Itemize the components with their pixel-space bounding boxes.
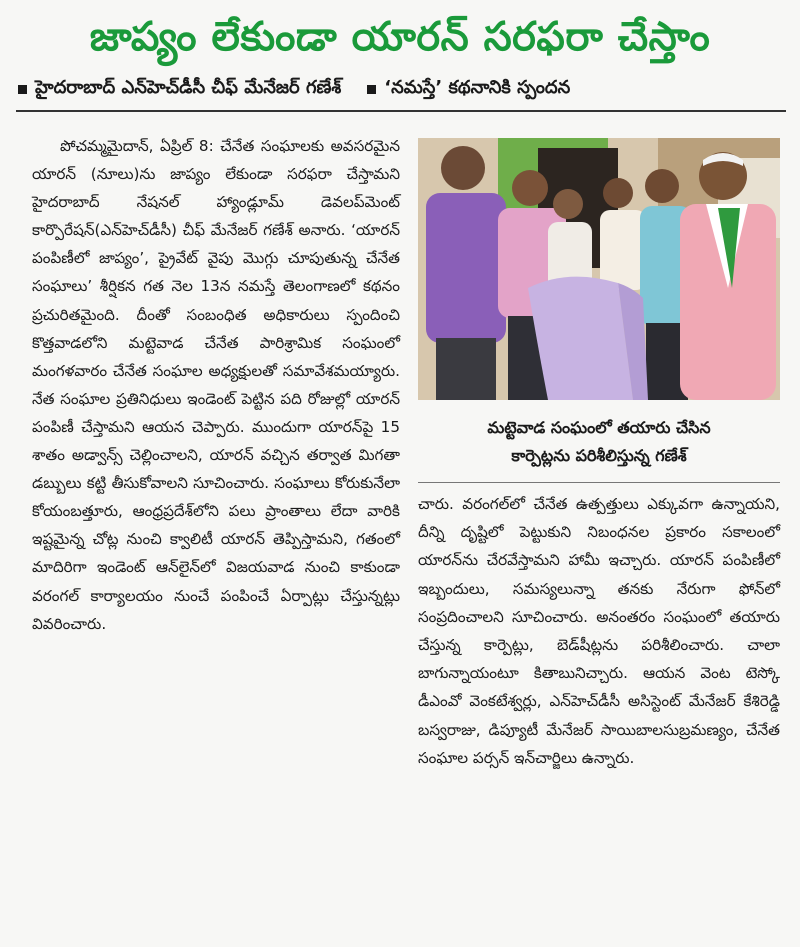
- news-photo: [418, 138, 780, 400]
- article-column-left: [32, 132, 400, 638]
- headline: జాప్యం లేకుండా యారన్ సరఫరా చేస్తాం: [89, 14, 711, 60]
- subhead-text: హైదరాబాద్ ఎన్‌హెచ్‌డీసీ చీఫ్ మేనేజర్ గణేశ్: [35, 76, 342, 98]
- photo-illustration: [418, 138, 780, 400]
- subheadline-row: [18, 72, 788, 106]
- article-column-right: [418, 490, 780, 772]
- subhead-chief-manager: [18, 77, 341, 102]
- header-divider: [16, 110, 786, 112]
- caption-line-1: మట్టెవాడ సంఘంలో తయారు చేసిన: [487, 418, 711, 437]
- article-body-left: పోచమ్మమైదాన్, ఏప్రిల్ 8: చేనేత సంఘాలకు అవసరమైన యారన్ (నూలు)ను జాప్యం లేకుండా సరఫరా చేస్తామని హైదరాబాద్ నేషనల్ హ్యాండ్లూమ్ డెవలప్‌మెంట్ కార్పొరేషన్(ఎన్‌హెచ్‌డీసీ) చీఫ్ మేనేజర్ గణేశ్ అనారు. ‘యారన్ పంపిణీలో జాప్యం’, ప్రైవేట్ వైపు మొగ్గు చూపుతున్న చేనేత సంఘాలు’ శీర్షికన గత నెల 13న నమస్తే తెలంగాణలో కథనం ప్రచురితమైంది. దీంతో సంబంధిత అధికారులు స్పందించి కొత్తవాడలోని మట్టెవాడ చేనేత పారిశ్రామిక సంఘంలో మంగళవారం చేనేత సంఘాల అధ్యక్షులతో సమావేశమయ్యారు. నేత సంఘాల ప్రతినిధులు ఇండెంట్ పెట్టిన పది రోజుల్లో యారన్ పంపిణీ చేస్తామని ఆయన చెప్పారు. ముందుగా యారన్‌పై 15 శాతం అడ్వాన్స్ చెల్లించాలని, యారన్ వచ్చిన తర్వాత మిగతా డబ్బులు కట్టి తీసుకోవాలని సూచించారు. సంఘాలు కోరుకునేలా కోయంబత్తూరు, ఆంధ్రప్రదేశ్‌లోని పలు ప్రాంతాలు లేదా వారికి ఇష్టమైన్న చోట్ల నుంచి క్వాలిటీ యారన్ తెప్పిస్తామని, గతంలో మాదిరిగా ఇండెంట్ ఆన్‌లైన్‌లో విజయవాడ నుంచి కాకుండా వరంగల్ కార్యాలయం నుంచే పంపించే ఏర్పాట్లు చేస్తున్నట్లు వివరించారు.: [32, 137, 400, 633]
- square-bullet-icon: [367, 85, 376, 94]
- caption-line-2: కార్పెట్లను పరిశీలిస్తున్న గణేశ్: [511, 446, 687, 465]
- subhead-response: [367, 77, 570, 102]
- photo-caption: [418, 404, 780, 478]
- square-bullet-icon: [18, 85, 27, 94]
- subhead-text: ‘నమస్తే’ కథనానికి స్పందన: [384, 76, 571, 98]
- caption-divider: [418, 482, 780, 483]
- article-body-right: చారు. వరంగల్‌లో చేనేత ఉత్పత్తులు ఎక్కువగా ఉన్నాయని, దీన్ని దృష్టిలో పెట్టుకుని నిబంధనల ప్రకారం సకాలంలో యారన్‌ను చేరవేస్తామని హామీ ఇచ్చారు. యారన్ పంపిణీలో ఇబ్బందులు, సమస్యలున్నా తనకు నేరుగా ఫోన్‌లో సంప్రదించాలని సూచించారు. అనంతరం సంఘంలో తయారు చేస్తున్న కార్పెట్లు, బెడ్‌షీట్లను పరిశీలించారు. చాలా బాగున్నాయంటూ కితాబునిచ్చారు. ఆయన వెంట టెస్కో డీఎంవో వెంకటేశ్వర్లు, ఎన్‌హెచ్‌డీసీ అసిస్టెంట్ మేనేజర్ కేశిరెడ్డి బస్వరాజు, డిప్యూటీ మేనేజర్ సాయిబాలసుబ్రమణ్యం, చేనేత సంఘాల పర్సన్ ఇన్‌చార్జిలు ఉన్నారు.: [418, 495, 780, 767]
